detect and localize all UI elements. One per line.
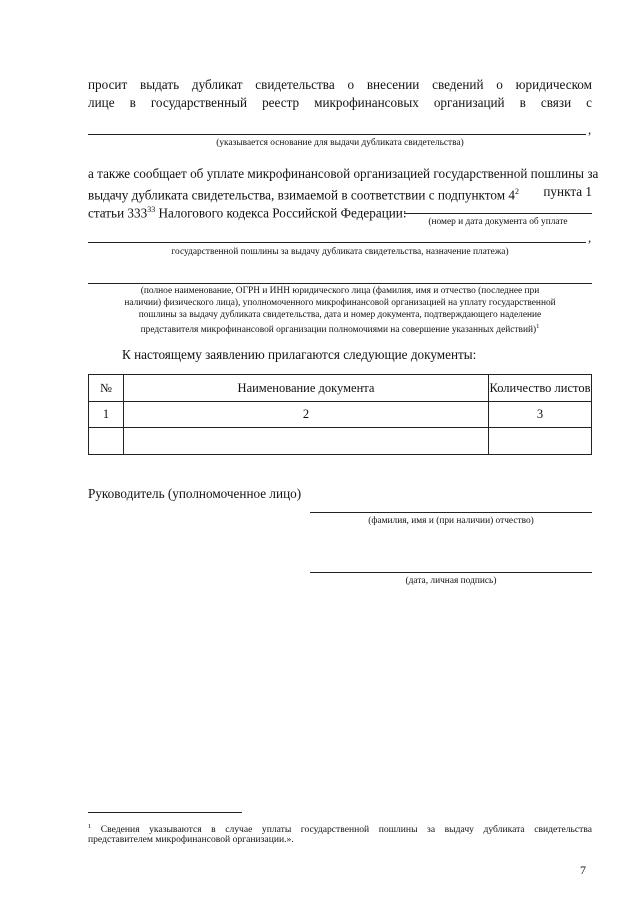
cell-sheet-count: 3	[489, 402, 592, 428]
footnote-line-2: представителем микрофинансовой организации.».	[88, 834, 294, 845]
representative-caption-3: пошлины за выдачу дубликата свидетельства, дата и номер документа, подтверждающего наделение	[138, 310, 542, 320]
signer-name-caption: (фамилия, имя и (при наличии) отчество)	[368, 516, 534, 526]
representative-caption-2: наличии) физического лица), уполномоченного микрофинансовой организацией на уплату государственной	[124, 298, 556, 308]
header-sheet-count: Количество листов	[489, 375, 592, 402]
representative-fill-line	[88, 283, 592, 284]
signature-fill-line	[310, 572, 592, 573]
representative-caption-1: (полное наименование, ОГРН и ИНН юридического лица (фамилия, имя и отчество (последнее при	[140, 286, 540, 296]
header-document-name: Наименование документа	[124, 375, 489, 402]
payment-line-2: выдачу дубликата свидетельства, взимаемой в соответствии с подпунктом $4^2$ пункта 1	[88, 184, 592, 203]
table-row	[89, 428, 592, 455]
cell-document-name: 2	[124, 402, 489, 428]
basis-fill-line	[88, 134, 586, 135]
payment-caption-1: (номер и дата документа об уплате	[428, 217, 568, 227]
attachments-heading: К настоящему заявлению прилагаются следующие документы:	[122, 347, 477, 362]
table-header-row	[89, 375, 592, 402]
signer-name-fill-line	[310, 512, 592, 513]
page-number: 7	[580, 863, 586, 877]
cell-number: 1	[89, 402, 124, 428]
intro-line-1: просит выдать дубликат свидетельства о внесении сведений о юридическом	[88, 77, 592, 92]
footnote-separator	[88, 812, 242, 813]
comma: ,	[588, 230, 592, 245]
signer-title: Руководитель (уполномоченное лицо)	[88, 486, 302, 501]
payment-purpose-fill-line	[88, 242, 586, 243]
representative-caption-4: представителя микрофинансовой организации полномочиями на совершение указанных действий)$^1$	[140, 323, 540, 336]
signature-caption: (дата, личная подпись)	[405, 576, 497, 586]
basis-caption: (указывается основание для выдачи дубликата свидетельства)	[216, 138, 464, 148]
attachments-table	[88, 374, 592, 455]
cell-sheet-count	[489, 428, 592, 455]
payment-line-1: а также сообщает об уплате микрофинансовой организацией государственной пошлины за	[88, 166, 599, 181]
cell-document-name	[124, 428, 489, 455]
payment-caption-2: государственной пошлины за выдачу дубликата свидетельства, назначение платежа)	[171, 247, 509, 257]
comma: ,	[588, 122, 592, 137]
header-number: №	[89, 375, 124, 402]
cell-number	[89, 428, 124, 455]
intro-line-2: лице в государственный реестр микрофинансовых организаций в связи с	[88, 95, 592, 110]
payment-doc-fill-line	[404, 213, 592, 214]
footnote-line-1: $^1$ Сведения указываются в случае уплаты государственной пошлины за выдачу дубликата свидетельства	[88, 823, 592, 836]
table-row	[89, 402, 592, 428]
payment-line-3: статьи $333^{33}$ Налогового кодекса Российской Федерации:	[88, 205, 407, 221]
